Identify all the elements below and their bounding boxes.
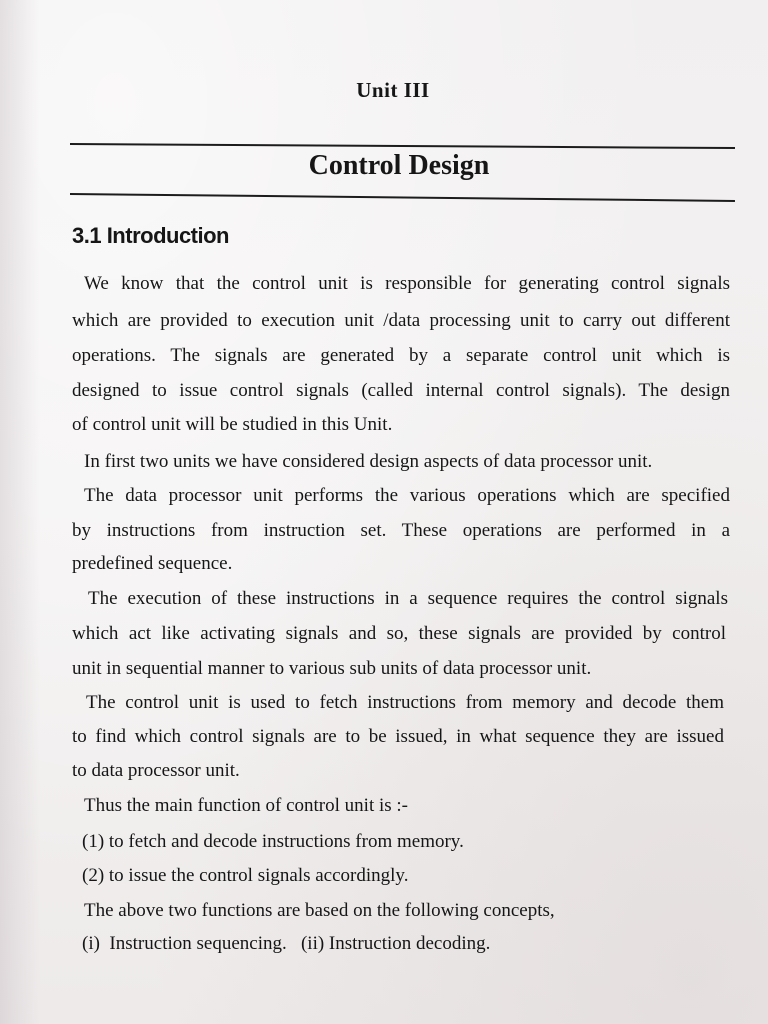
text-line: by instructions from instruction set. These operations are performed in a (72, 520, 730, 541)
text-line: The data processor unit performs the various operations which are specified (84, 485, 730, 506)
text-line: of control unit will be studied in this Unit. (72, 414, 393, 435)
list-item: (i) Instruction sequencing. (ii) Instruction decoding. (82, 933, 491, 954)
text-line: We know that the control unit is responsible for generating control signals (84, 273, 730, 294)
text-line: designed to issue control signals (called internal control signals). The design (72, 380, 730, 401)
chapter-title: Control Design (308, 150, 490, 181)
text-line: In first two units we have considered design aspects of data processor unit. (84, 451, 653, 472)
text-line: The control unit is used to fetch instructions from memory and decode them (86, 692, 724, 713)
text-line: operations. The signals are generated by a separate control unit which is (72, 345, 730, 366)
text-line: Thus the main function of control unit is :- (84, 795, 409, 816)
text-line: unit in sequential manner to various sub units of data processor unit. (72, 658, 592, 679)
text-line: The execution of these instructions in a sequence requires the control signals (88, 588, 728, 609)
text-line: to data processor unit. (72, 760, 240, 781)
text-line: predefined sequence. (72, 553, 233, 574)
title-rule-top (70, 143, 735, 149)
text-line: which are provided to execution unit /data processing unit to carry out different (72, 310, 730, 331)
list-item: (1) to fetch and decode instructions from memory. (82, 831, 464, 852)
title-rule-bottom (70, 193, 735, 202)
section-heading: 3.1 Introduction (72, 223, 229, 248)
text-line: The above two functions are based on the following concepts, (84, 900, 555, 921)
text-line: which act like activating signals and so, these signals are provided by control (72, 623, 726, 644)
list-item: (2) to issue the control signals accordingly. (82, 865, 409, 886)
text-line: to find which control signals are to be issued, in what sequence they are issued (72, 726, 724, 747)
unit-label: Unit III (356, 78, 430, 102)
